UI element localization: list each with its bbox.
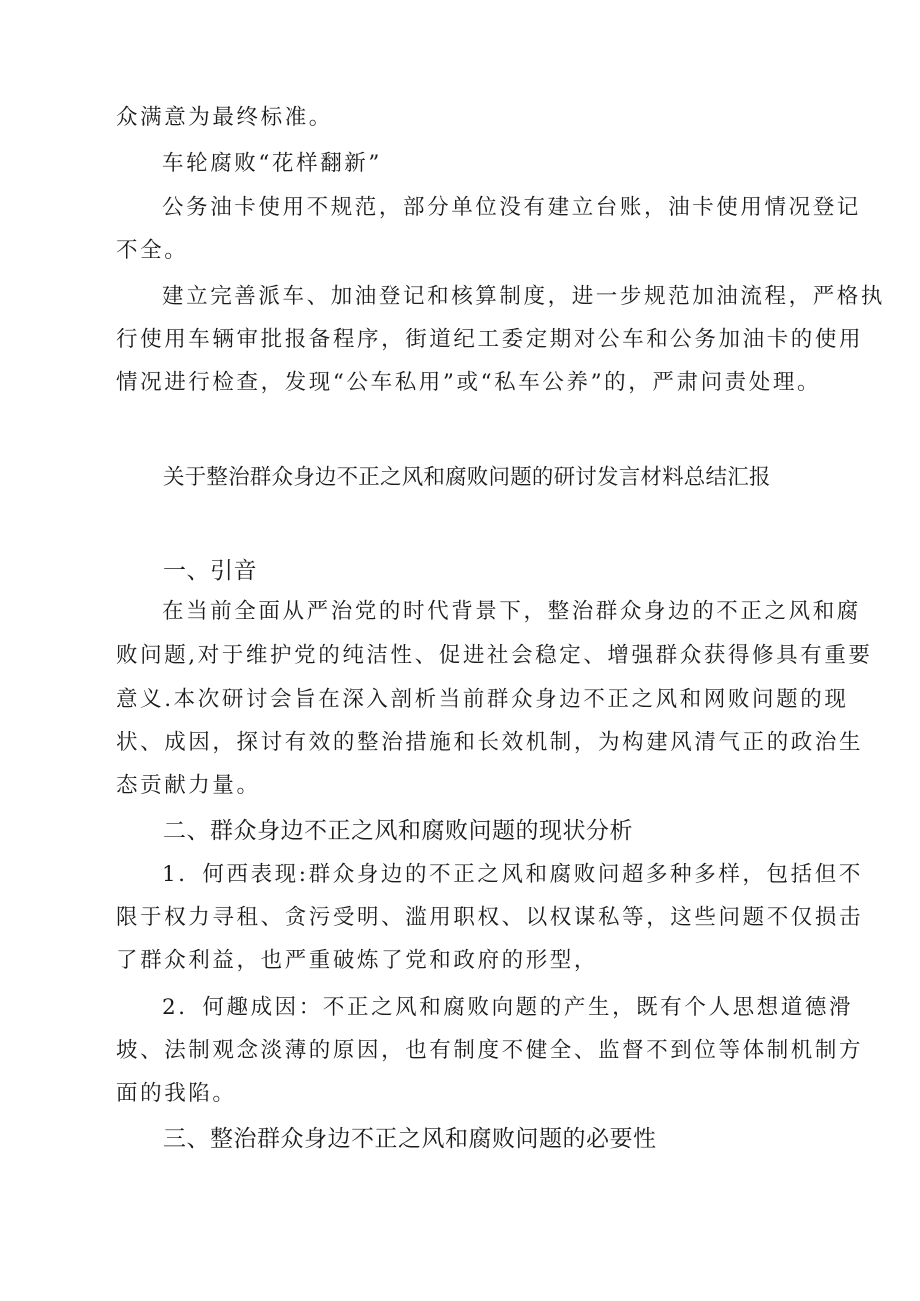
section-heading: 三、整治群众身边不正之风和腐败问题的必要性 bbox=[163, 1126, 657, 1152]
paragraph-line: 建立完善派车、加油登记和核算制度，进一步规范加油流程，严格执 bbox=[162, 284, 886, 309]
section-heading: 二、群众身边不正之风和腐败问题的现状分析 bbox=[163, 818, 633, 844]
paragraph-line: 败问题,对于维护党的纯洁性、促进社会稳定、增强群众获得修具有重要 bbox=[116, 643, 873, 668]
paragraph-line: 情况进行检查，发现“公车私用”或“私车公养”的，严肃问责处理。 bbox=[116, 370, 822, 395]
paragraph-line: 众满意为最终标准。 bbox=[116, 105, 333, 130]
document-title: 关于整治群众身边不正之风和腐败问题的研讨发言材料总结汇报 bbox=[163, 465, 771, 490]
paragraph-line: 了群众利益，也严重破炼了党和政府的形型， bbox=[116, 948, 599, 973]
paragraph-line: 在当前全面从严治党的时代背景下，整治群众身边的不正之风和腐 bbox=[162, 599, 861, 624]
paragraph-line: 不全。 bbox=[116, 238, 189, 263]
paragraph-line: 公务油卡使用不规范，部分单位没有建立台账，油卡使用情况登记 bbox=[162, 195, 861, 220]
paragraph-line: 意义.本次研讨会旨在深入剖析当前群众身边不正之风和网败问题的现 bbox=[116, 687, 849, 712]
paragraph-line: 限于权力寻租、贪污受明、滥用职权、以权谋私等，这些问题不仅损击 bbox=[116, 905, 864, 930]
paragraph-line: 坡、法制观念淡薄的原因，也有制度不健全、监督不到位等体制机制方 bbox=[116, 1038, 864, 1063]
paragraph-line: 1．何西表现:群众身边的不正之风和腐败问超多种多样，包括但不 bbox=[162, 862, 863, 887]
paragraph-line: 2．何趣成因：不正之风和腐败向题的产生，既有个人思想道德滑 bbox=[162, 995, 854, 1020]
subheading-line: 车轮腐败“花样翻新” bbox=[162, 151, 382, 176]
paragraph-line: 状、成因，探讨有效的整治措施和长效机制，为构建风清气正的政治生 bbox=[116, 730, 864, 755]
section-heading: 一、引音 bbox=[163, 558, 257, 584]
paragraph-line: 面的我陷。 bbox=[116, 1081, 237, 1106]
paragraph-line: 行使用车辆审批报备程序，街道纪工委定期对公车和公务加油卡的使用 bbox=[116, 327, 864, 352]
paragraph-line: 态贡献力量。 bbox=[116, 773, 261, 798]
